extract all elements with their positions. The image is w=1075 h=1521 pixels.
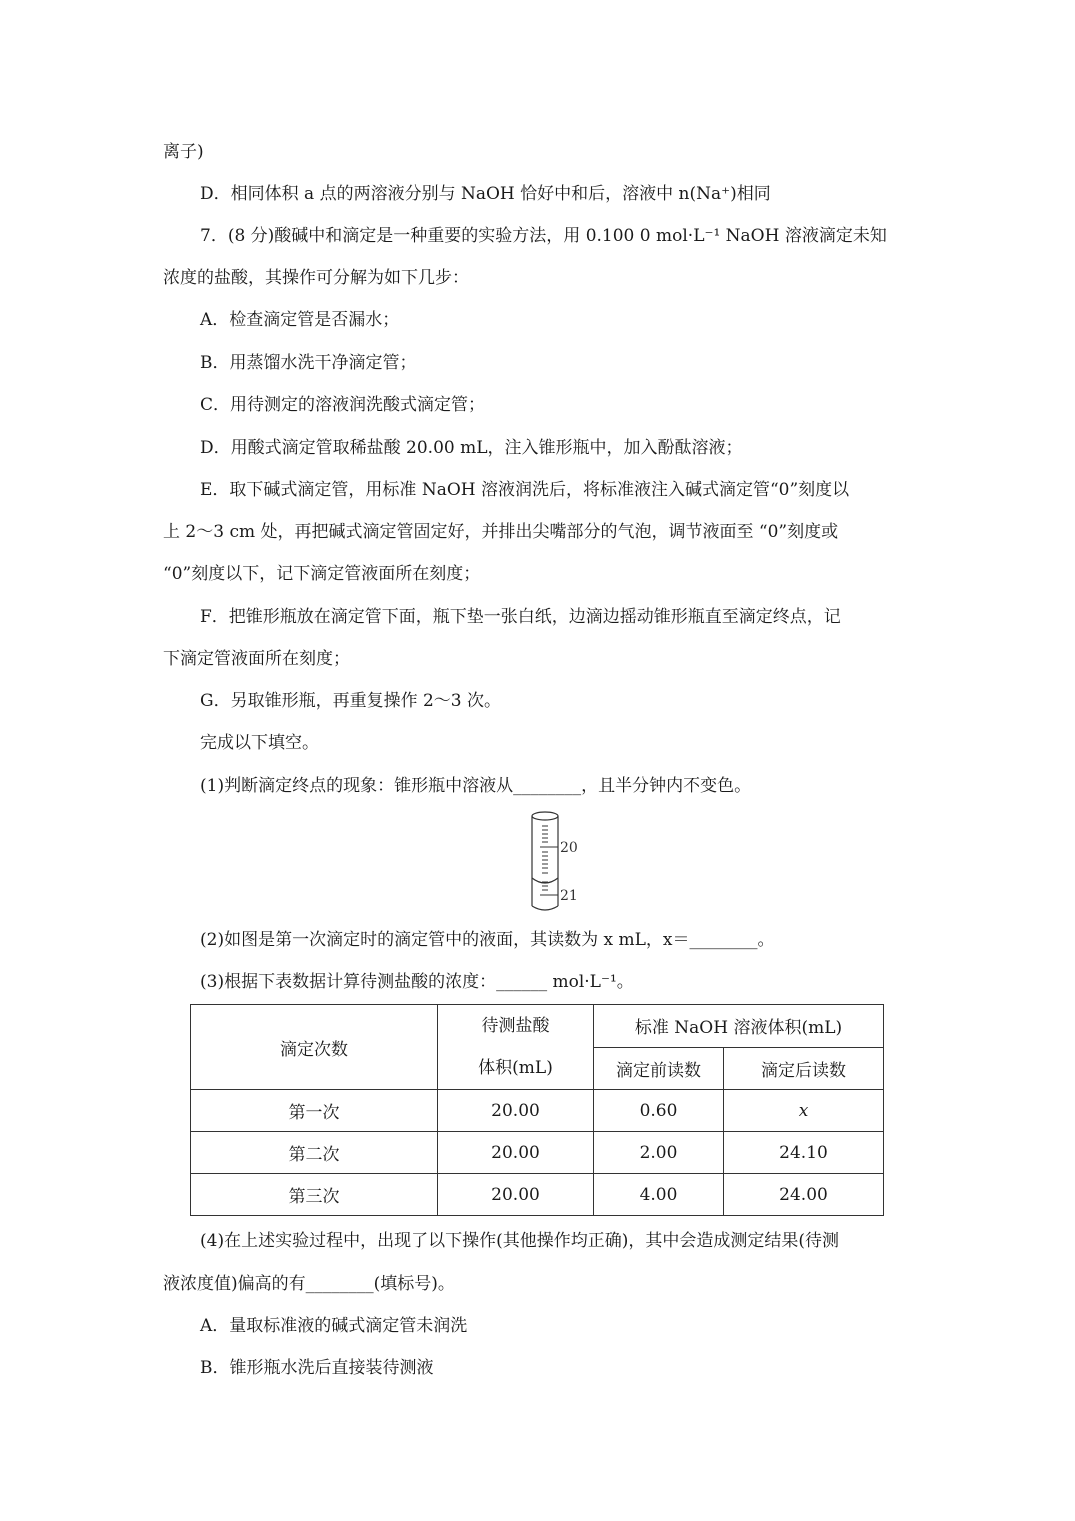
step-e-cont: “0”刻度以下，记下滴定管液面所在刻度； [163,564,481,584]
header-before: 滴定前读数 [594,1047,724,1090]
instruction-line: 完成以下填空。 [200,733,319,753]
header-sample-volume-line1: 待测盐酸 [481,1016,550,1036]
step-b: B．用蒸馏水洗干净滴定管； [200,353,417,373]
table-row [191,1090,884,1132]
tick-label-21: 21 [560,888,578,904]
header-sample-volume-line2: 体积(mL) [478,1058,553,1078]
step-f: F．把锥形瓶放在滴定管下面，瓶下垫一张白纸，边滴边摇动锥形瓶直至滴定终点，记 [200,607,841,627]
cell-trial: 第二次 [191,1132,438,1174]
cell-after: x [724,1090,884,1132]
cell-after: 24.10 [724,1132,884,1174]
table-row [191,1132,884,1174]
header-sample-volume [438,1005,594,1090]
cell-volume: 20.00 [438,1174,594,1216]
subquestion-2: (2)如图是第一次滴定时的滴定管中的液面，其读数为 x mL，x＝________。 [200,930,775,950]
subquestion-4: (4)在上述实验过程中，出现了以下操作(其他操作均正确)，其中会造成测定结果(待测 [200,1231,839,1251]
cell-before: 0.60 [594,1090,724,1132]
header-trial: 滴定次数 [191,1005,438,1090]
table-row [191,1174,884,1216]
subquestion-3: (3)根据下表数据计算待测盐酸的浓度：______ mol·L⁻¹。 [200,972,634,992]
cell-before: 4.00 [594,1174,724,1216]
cell-trial: 第一次 [191,1090,438,1132]
subquestion-4-cont: 液浓度值)偏高的有________(填标号)。 [163,1274,455,1294]
step-f-cont: 下滴定管液面所在刻度； [163,649,350,669]
cell-volume: 20.00 [438,1132,594,1174]
choice-b: B．锥形瓶水洗后直接装待测液 [200,1358,434,1378]
subquestion-1: (1)判断滴定终点的现象：锥形瓶中溶液从________，且半分钟内不变色。 [200,776,752,796]
choice-a: A．量取标准液的碱式滴定管未润洗 [200,1316,468,1336]
cell-before: 2.00 [594,1132,724,1174]
text-line: 离子) [163,142,204,162]
step-a: A．检查滴定管是否漏水； [200,310,400,330]
cell-after: 24.00 [724,1174,884,1216]
titration-data-table [190,1004,884,1216]
header-after: 滴定后读数 [724,1047,884,1090]
step-d: D．用酸式滴定管取稀盐酸 20.00 mL，注入锥形瓶中，加入酚酞溶液； [200,438,743,458]
header-naoh-volume: 标准 NaOH 溶液体积(mL) [594,1005,884,1048]
cell-trial: 第三次 [191,1174,438,1216]
step-e: E．取下碱式滴定管，用标准 NaOH 溶液润洗后，将标准液注入碱式滴定管“0”刻度以 [200,480,850,500]
step-c: C．用待测定的溶液润洗酸式滴定管； [200,395,486,415]
step-g: G．另取锥形瓶，再重复操作 2～3 次。 [200,691,502,711]
option-d-line: D．相同体积 a 点的两溶液分别与 NaOH 恰好中和后，溶液中 n(Na⁺)相同 [200,184,771,204]
burette-figure [518,808,598,920]
text-line: 浓度的盐酸，其操作可分解为如下几步： [163,268,469,288]
step-e-cont: 上 2～3 cm 处，再把碱式滴定管固定好，并排出尖嘴部分的气泡，调节液面至 “0”刻度或 [163,522,839,542]
question-7-line: 7．(8 分)酸碱中和滴定是一种重要的实验方法，用 0.100 0 mol·L⁻¹ NaOH 溶液滴定未知 [200,226,887,246]
cell-volume: 20.00 [438,1090,594,1132]
tick-label-20: 20 [560,840,578,856]
